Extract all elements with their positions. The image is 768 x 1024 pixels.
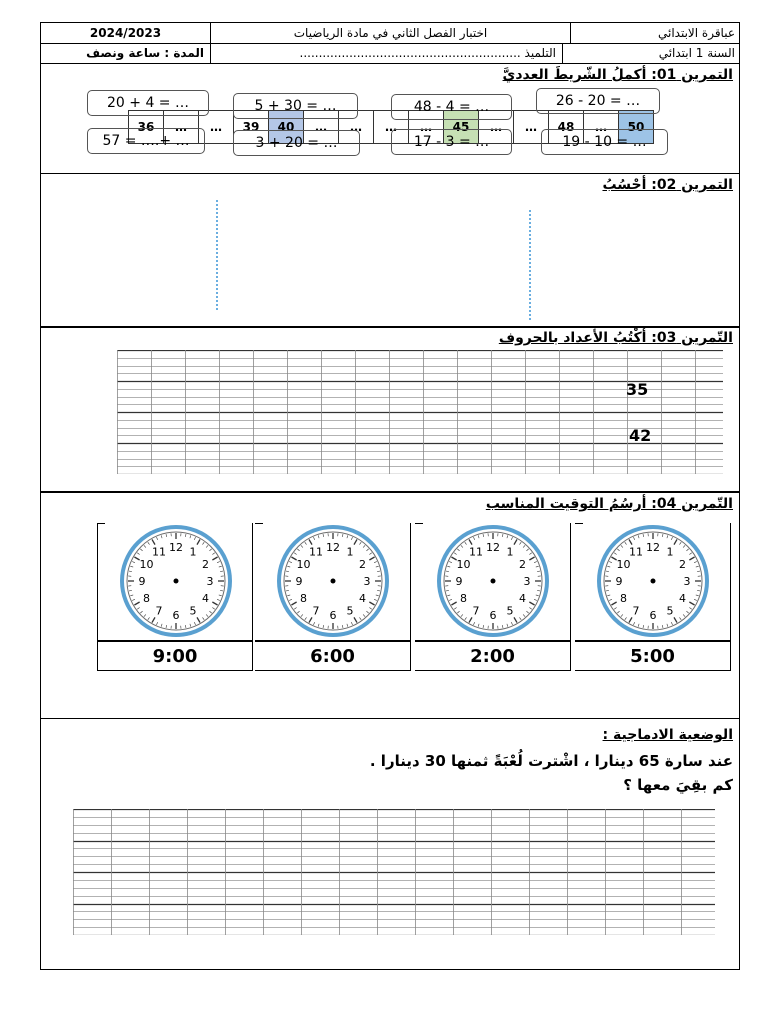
- clock-number: 7: [632, 604, 640, 618]
- exercise-3-title: التّمرين 03: أكْتُبُ الأعداد بالحروف: [498, 330, 733, 346]
- clock-number: 2: [678, 558, 686, 571]
- strip-cell: 36: [128, 110, 164, 144]
- clock-number: 9: [455, 575, 463, 588]
- clock-number: 7: [155, 604, 163, 618]
- strip-cell: …: [163, 110, 199, 144]
- clock-frame: [97, 523, 253, 641]
- clock-number: 4: [678, 592, 686, 605]
- strip-cell: 45: [443, 110, 479, 144]
- operation-box[interactable]: 3 + 20 = …: [233, 130, 360, 156]
- clock-number: 8: [143, 592, 151, 605]
- clock-number: 12: [326, 541, 340, 554]
- operation-box[interactable]: 20 + 4 = …: [87, 90, 209, 116]
- operation-box[interactable]: 5 + 30 = …: [233, 93, 358, 119]
- school-name: عباقرة الابتدائي: [657, 26, 735, 40]
- separator-dots: [529, 210, 531, 320]
- clock-number: 10: [139, 558, 154, 571]
- exercise-4: [41, 493, 739, 719]
- clock-number: 10: [296, 558, 311, 571]
- clock-number: 11: [309, 545, 323, 559]
- clock-number: 5: [506, 604, 514, 618]
- separator-dots: [216, 200, 218, 310]
- clock-frame: [415, 523, 571, 641]
- clock-number: 7: [472, 604, 480, 618]
- strip-cell: 48: [548, 110, 584, 144]
- strip-cell: 50: [618, 110, 654, 144]
- exercise-4-title: التّمرين 04: أرسُمُ التوقيت المناسب: [485, 496, 733, 512]
- clock-number: 6: [489, 609, 497, 622]
- clock-frame: [575, 523, 731, 641]
- clock-number: 4: [358, 592, 366, 605]
- clock-number: 6: [649, 609, 657, 622]
- time-label: 5:00: [575, 641, 731, 671]
- clock-number: 3: [206, 575, 214, 588]
- operation-box[interactable]: 48 - 4 = …: [391, 94, 512, 120]
- clock-face-icon[interactable]: [255, 523, 411, 641]
- clock-number: 10: [616, 558, 631, 571]
- frame-corner: [97, 523, 105, 524]
- strip-cell: …: [583, 110, 619, 144]
- clock-number: 8: [300, 592, 308, 605]
- clock-number: 10: [456, 558, 471, 571]
- header-row-1: [41, 23, 739, 44]
- clock-number: 6: [172, 609, 180, 622]
- clock-number: 1: [346, 545, 354, 559]
- clock-number: 12: [646, 541, 660, 554]
- operation-box[interactable]: 19 - 10 = …: [541, 129, 668, 155]
- clock-face-icon[interactable]: [415, 523, 571, 641]
- strip-cell: …: [478, 110, 514, 144]
- clock-number: 1: [189, 545, 197, 559]
- time-label: 2:00: [415, 641, 571, 671]
- clock-number: 2: [518, 558, 526, 571]
- integration-problem: [41, 719, 739, 969]
- clock-number: 5: [189, 604, 197, 618]
- grade-level: السنة 1 ابتدائي: [658, 46, 735, 60]
- clock-number: 12: [169, 541, 183, 554]
- clock-number: 5: [666, 604, 674, 618]
- answer-lines: [73, 809, 715, 935]
- clock-number: 2: [358, 558, 366, 571]
- clock-number: 11: [469, 545, 483, 559]
- clock-number: 12: [486, 541, 500, 554]
- clock-number: 8: [620, 592, 628, 605]
- exercise-1: [41, 64, 739, 174]
- clock-number: 1: [506, 545, 514, 559]
- problem-title: الوضعية الادماجية :: [602, 727, 733, 743]
- time-label: 6:00: [255, 641, 411, 671]
- clock-number: 3: [683, 575, 691, 588]
- exam-title: اختبار الفصل الثاني في مادة الرياضيات: [211, 23, 571, 43]
- number-35: 35: [626, 380, 649, 399]
- clock-number: 4: [518, 592, 526, 605]
- strip-cell: …: [303, 110, 339, 144]
- clock-frame: [255, 523, 411, 641]
- frame-corner: [415, 523, 423, 524]
- writing-lines: [117, 350, 723, 474]
- strip-cell: …: [198, 110, 234, 144]
- header-row-2: [41, 43, 739, 64]
- clock-face-icon[interactable]: [575, 523, 731, 641]
- exercise-3: [41, 328, 739, 493]
- clock-number: 2: [201, 558, 209, 571]
- clock-number: 11: [152, 545, 166, 559]
- exam-duration: المدة : ساعة ونصف: [41, 43, 211, 63]
- clock-number: 8: [460, 592, 468, 605]
- clock-number: 7: [312, 604, 320, 618]
- operation-box[interactable]: 26 - 20 = …: [536, 88, 660, 114]
- strip-cell: …: [513, 110, 549, 144]
- strip-cell: …: [373, 110, 409, 144]
- clock-number: 6: [329, 609, 337, 622]
- clock-number: 11: [629, 545, 643, 559]
- clock-number: 3: [523, 575, 531, 588]
- clock-number: 9: [295, 575, 303, 588]
- frame-corner: [575, 523, 583, 524]
- exercise-2-title: التمرين 02: أحْسُبُ: [602, 177, 733, 193]
- strip-cell: 39: [233, 110, 269, 144]
- number-42: 42: [629, 426, 652, 445]
- time-label: 9:00: [97, 641, 253, 671]
- problem-statement: عند سارة 65 دينارا ، اشْترت لُعْبَةً ثمنها 30 دينارا .: [369, 752, 733, 770]
- operation-box[interactable]: 17 - 3 = …: [391, 129, 512, 155]
- strip-cell: …: [338, 110, 374, 144]
- clock-number: 9: [615, 575, 623, 588]
- problem-question: كم بقِيَ معها ؟: [623, 776, 733, 794]
- exercise-1-title: التمرين 01: أكملُ الشّريطَ العدديَّ: [502, 67, 733, 83]
- student-name-line: التلميذ ..........................................................: [211, 43, 563, 63]
- clock-number: 4: [201, 592, 209, 605]
- school-year: 2024/2023: [41, 23, 211, 43]
- clock-number: 1: [666, 545, 674, 559]
- frame-corner: [255, 523, 263, 524]
- clock-number: 9: [138, 575, 146, 588]
- clock-face-icon[interactable]: [98, 523, 254, 641]
- strip-cell: …: [408, 110, 444, 144]
- clock-number: 3: [363, 575, 371, 588]
- clock-number: 5: [346, 604, 354, 618]
- strip-cell: 40: [268, 110, 304, 144]
- worksheet: [40, 22, 740, 970]
- operation-box[interactable]: 57 = ….+ …: [87, 128, 205, 154]
